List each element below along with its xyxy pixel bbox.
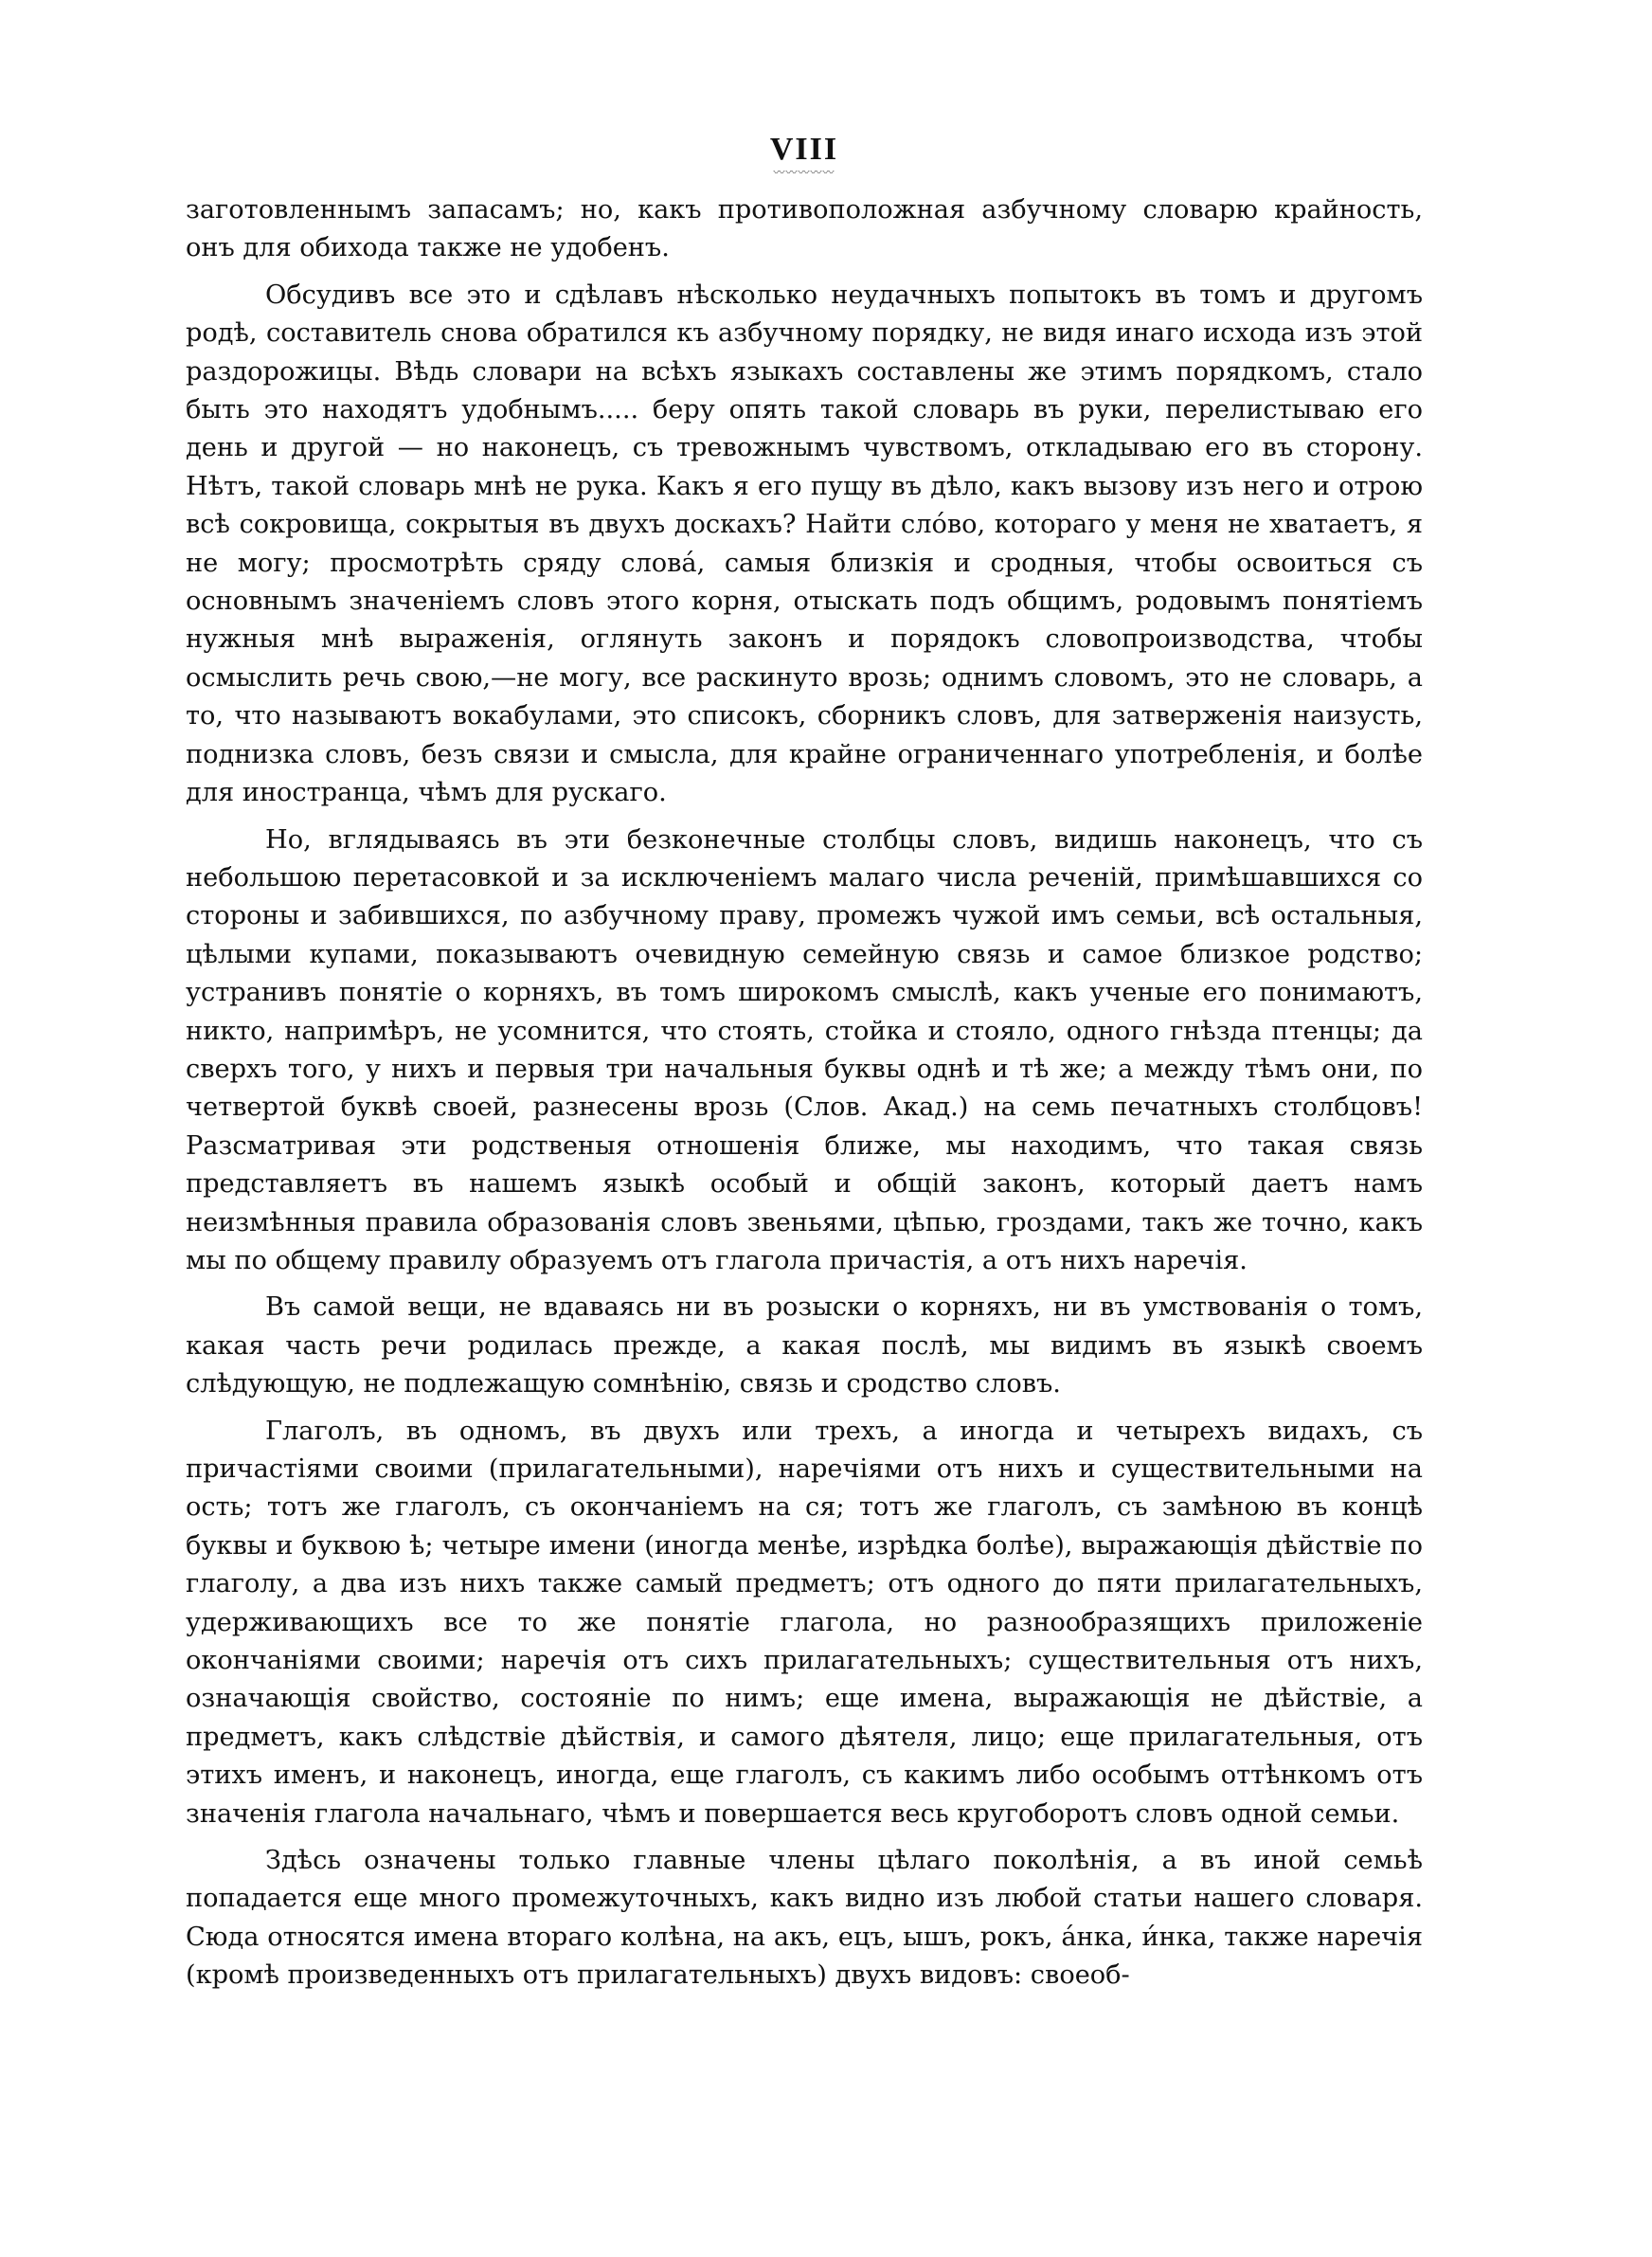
paragraph-4: Въ самой вещи, не вдаваясь ни въ розыски о корняхъ, ни въ умствованія о томъ, какая часть речи родилась прежде, а какая послѣ, мы видимъ въ языкѣ своемъ слѣдующую, не подлежащую сомнѣнію, связь и сродство словъ. [186,1292,1423,1399]
paragraph-6: Здѣсь означены только главные члены цѣлаго поколѣнія, а въ иной семьѣ попадается еще много промежуточныхъ, какъ видно изъ любой статьи нашего словаря. Сюда относятся имена втораго колѣна, на акъ, ецъ, ышъ, рокъ, а́нка, и́нка, также наречія (кромѣ произведенныхъ отъ прилагательныхъ) двухъ видовъ: своеоб- [186,1846,1423,1991]
paragraph-2: Обсудивъ все это и сдѣлавъ нѣсколько неудачныхъ попытокъ въ томъ и другомъ родѣ, составитель снова обратился къ азбучному порядку, не видя инаго исхода изъ этой раздорожицы. Вѣдь словари на всѣхъ языкахъ составлены же этимъ порядкомъ, стало быть это находятъ удобнымъ..... беру опять такой словарь въ руки, перелистываю его день и другой — но наконецъ, съ тревожнымъ чувствомъ, откладываю его въ сторону. Нѣтъ, такой словарь мнѣ не рука. Какъ я его пущу въ дѣло, какъ вызову изъ него и отрою всѣ сокровища, сокрытыя въ двухъ доскахъ? Найти сло́во, котораго у меня не хватаетъ, я не могу; просмотрѣть сряду слова́, самыя близкія и сродныя, чтобы освоиться съ основнымъ значеніемъ словъ этого корня, отыскать подъ общимъ, родовымъ понятіемъ нужныя мнѣ выраженія, оглянуть законъ и порядокъ словопроизводства, чтобы осмыслить речь свою,—не могу, все раскинуто врозь; однимъ словомъ, это не словарь, а то, что называютъ вокабулами, это списокъ, сборникъ словъ, для затверженія наизусть, поднизка словъ, безъ связи и смысла, для крайне ограниченнаго употребленія, и болѣе для иностранца, чѣмъ для рускаго. [186,280,1423,808]
paragraph-1: заготовленнымъ запасамъ; но, какъ противоположная азбучному словарю крайность, онъ для обихода также не удобенъ. [186,195,1423,263]
document-page [186,133,1423,2217]
page-header [186,133,1423,178]
body-text [186,191,1423,1995]
paragraph-3: Но, вглядываясь въ эти безконечные столбцы словъ, видишь наконецъ, что съ небольшою перетасовкой и за исключеніемъ малаго числа реченій, примѣшавшихся со стороны и забившихся, по азбучному праву, промежъ чужой имъ семьи, всѣ остальныя, цѣлыми купами, показываютъ очевидную семейную связь и самое близкое родство; устранивъ понятіе о корняхъ, въ томъ широкомъ смыслѣ, какъ ученые его понимаютъ, никто, напримѣръ, не усомнится, что стоять, стойка и стояло, одного гнѣзда птенцы; да сверхъ того, у нихъ и первыя три начальныя буквы однѣ и тѣ же; а между тѣмъ они, по четвертой буквѣ своей, разнесены врозь (Слов. Акад.) на семь печатныхъ столбцовъ! Разсматривая эти родственыя отношенія ближе, мы находимъ, что такая связь представляетъ въ нашемъ языкѣ особый и общій законъ, который даетъ намъ неизмѣнныя правила образованія словъ звеньями, цѣпью, гроздами, такъ же точно, какъ мы по общему правилу образуемъ отъ глагола причастія, а отъ нихъ наречія. [186,824,1423,1275]
paragraph-5: Глаголъ, въ одномъ, въ двухъ или трехъ, а иногда и четырехъ видахъ, съ причастіями своими (прилагательными), наречіями отъ нихъ и существительными на ость; тотъ же глаголъ, съ окончаніемъ на ся; тотъ же глаголъ, съ замѣною въ концѣ буквы и буквою ѣ; четыре имени (иногда менѣе, изрѣдка болѣе), выражающія дѣйствіе по глаголу, а два изъ нихъ также самый предметъ; отъ одного до пяти прилагательныхъ, удерживающихъ все то же понятіе глагола, но разнообразящихъ приложеніе окончаніями своими; наречія отъ сихъ прилагательныхъ; существительныя отъ нихъ, означающія свойство, состояніе по нимъ; еще имена, выражающія не дѣйствіе, а предметъ, какъ слѣдствіе дѣйствія, и самого дѣятеля, лицо; еще прилагательныя, отъ этихъ именъ, и наконецъ, иногда, еще глаголъ, съ какимъ либо особымъ оттѣнкомъ отъ значенія глагола начальнаго, чѣмъ и повершается весь кругоборотъ словъ одной семьи. [186,1416,1423,1829]
header-ornament: 〰〰〰〰〰 [773,166,835,179]
page-number: VIII [769,132,839,167]
